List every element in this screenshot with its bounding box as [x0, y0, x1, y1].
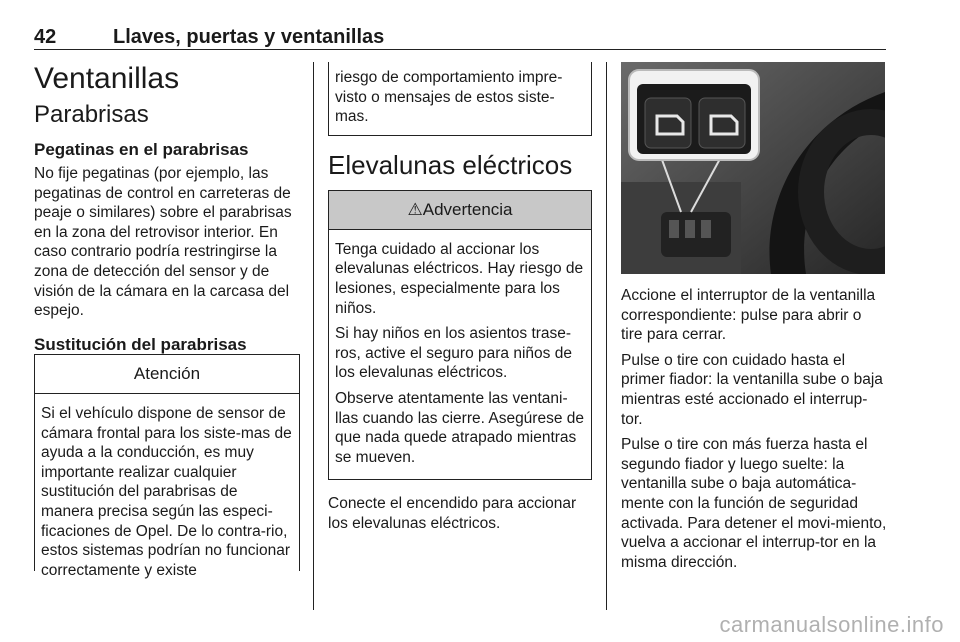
caution-box [34, 354, 300, 579]
heading-sustitucion: Sustitución del parabrisas [34, 334, 247, 354]
window-switch-photo [621, 62, 885, 274]
page-header [34, 26, 886, 48]
page-number: 42 [34, 26, 57, 48]
window-switch-illustration [621, 62, 885, 274]
paragraph-pegatinas: No fije pegatinas (por ejemplo, las pegatinas de control en carreteras de peaje o similares) sobre el parabrisas en la zona del retrovisor interior. En caso contrario podría restringirse la zona de detección del sensor y de visión de la cámara en la carcasa del espejo. [34, 165, 292, 320]
heading-pegatinas: Pegatinas en el parabrisas [34, 140, 249, 159]
paragraph-encendido: Conecte el encendido para accionar los elevalunas eléctricos. [328, 495, 577, 532]
warning-header [329, 191, 591, 230]
warning-icon: ⚠ [407, 199, 423, 219]
column-divider-1 [313, 62, 314, 610]
paragraph-primer-fiador: Pulse o tire con cuidado hasta el primer fiador: la ventanilla sube o baja mientras esté accionado el interrup-tor. [621, 351, 883, 428]
caution-continuation [328, 62, 592, 136]
caution-title: Atención [35, 355, 299, 394]
chapter-title: Llaves, puertas y ventanillas [113, 26, 385, 48]
paragraph-segundo-fiador: Pulse o tire con más fuerza hasta el segundo fiador y luego suelte: la ventanilla sube o baja automática-mente con la función de seguridad activada. Para detener el movi-miento, vuelva a accionar el interrup-tor en la misma dirección. [621, 436, 887, 571]
warning-body [329, 230, 591, 480]
warning-title: Advertencia [422, 199, 513, 219]
watermark: carmanualsonline.info [719, 612, 944, 637]
caution-continuation-text: riesgo de comportamiento impre-visto o mensajes de estos siste-mas. [335, 69, 563, 126]
paragraph-accione: Accione el interruptor de la ventanilla correspondiente: pulse para abrir o tire para cerrar. [621, 287, 876, 344]
caution-body [35, 394, 299, 592]
header-rule [34, 49, 886, 50]
caution-text: Si el vehículo dispone de sensor de cámara frontal para los siste-mas de ayuda a la conducción, es muy importante realizar cualquier sustitución del parabrisas de manera precisa según las especi-ficaciones de Opel. De lo contra-rio, estos sistemas podrían no funcionar correctamente y existe [41, 405, 292, 579]
column-3 [621, 62, 887, 578]
section-title-elevalunas: Elevalunas eléctricos [328, 149, 573, 180]
warning-paragraph-2: Si hay niños en los asientos trase-ros, active el seguro para niños de los elevalunas eléctricos. [335, 325, 572, 382]
section-title-ventanillas: Ventanillas [34, 62, 180, 95]
column-1 [34, 62, 300, 359]
column-divider-2 [606, 62, 607, 610]
warning-box [328, 190, 592, 481]
subsection-title-parabrisas: Parabrisas [34, 101, 149, 128]
warning-paragraph-3: Observe atentamente las ventani-llas cuando las cierre. Asegúrese de que nada quede atrapado mientras se mueven. [335, 389, 585, 466]
warning-paragraph-1: Tenga cuidado al accionar los elevalunas eléctricos. Hay riesgo de lesiones, especialmente para los niños. [335, 240, 584, 317]
column-2 [328, 62, 592, 540]
